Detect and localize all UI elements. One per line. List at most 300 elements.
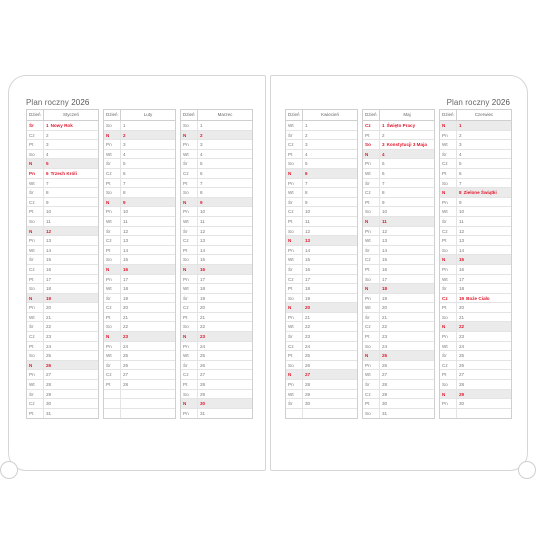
date-cell [457,284,511,293]
date-cell [380,370,434,379]
weekday-cell: Cz [286,207,303,216]
date-cell [198,380,252,389]
date-cell [303,255,357,264]
day-row [181,390,252,400]
date-cell [198,275,252,284]
weekday-cell: Pn [181,342,198,351]
date-number: 3 [305,142,308,148]
day-row [181,207,252,217]
date-number: 15 [459,257,465,263]
weekday-cell: Pn [363,361,380,370]
date-number: 22 [200,324,206,330]
day-row [181,380,252,390]
day-row [440,227,511,237]
date-cell [457,140,511,149]
date-cell [380,169,434,178]
date-number: 1 [305,123,308,128]
day-row [181,140,252,150]
day-row [181,169,252,179]
left-page [8,75,266,471]
weekday-cell: N [440,390,457,399]
date-cell [121,179,175,188]
weekday-cell: So [181,188,198,197]
weekday-cell: Wt [27,246,44,255]
weekday-cell: Wt [104,284,121,293]
weekday-cell: Pt [440,169,457,178]
day-column-header: Dzień [104,110,121,120]
planner-spread [8,75,528,471]
date-number: 6 [305,170,308,176]
date-cell [380,275,434,284]
weekday-cell: Pn [440,131,457,140]
date-cell [303,342,357,351]
date-cell [44,198,98,207]
weekday-cell: So [363,140,380,149]
date-cell [198,399,252,408]
day-row [286,188,357,198]
date-number: 23 [123,334,129,340]
day-row [286,255,357,265]
date-number: 21 [459,314,465,320]
date-cell [44,246,98,255]
date-number: 4 [200,151,203,157]
weekday-cell: Śr [27,188,44,197]
weekday-cell: So [27,150,44,159]
date-cell [457,207,511,216]
weekday-cell: Wt [286,390,303,399]
day-row [286,294,357,304]
weekday-cell: Wt [181,150,198,159]
date-cell [457,227,511,236]
day-row [286,207,357,217]
date-number: 1 [46,123,49,128]
weekday-cell: N [181,265,198,274]
date-number: 2 [123,132,126,138]
day-row [286,409,357,419]
date-cell [44,294,98,303]
date-cell [380,342,434,351]
date-number: 27 [305,372,311,378]
day-row [440,188,511,198]
date-cell [198,159,252,168]
weekday-cell: So [27,351,44,360]
weekday-cell: Śr [440,150,457,159]
date-cell [457,313,511,322]
date-cell [121,236,175,245]
date-number: 13 [200,238,206,244]
day-row [363,322,434,332]
weekday-cell: Pn [286,179,303,188]
date-number: 6 [459,170,462,176]
day-row [27,131,98,141]
date-number: 7 [46,180,49,186]
date-number: 1 [459,123,462,128]
weekday-cell [104,409,121,419]
day-row [181,236,252,246]
day-row [104,169,175,179]
day-row [363,370,434,380]
date-cell [303,265,357,274]
month-name: Kwiecień [320,112,339,117]
weekday-cell: Śr [363,313,380,322]
weekday-cell: So [440,246,457,255]
weekday-cell: Pt [286,284,303,293]
date-cell [303,399,357,408]
date-cell [303,303,357,312]
weekday-cell: Wt [286,255,303,264]
day-row [286,275,357,285]
date-number: 17 [200,276,206,282]
day-row [181,188,252,198]
date-cell [44,313,98,322]
weekday-cell: N [286,169,303,178]
date-number: 8 [200,190,203,196]
day-row [104,313,175,323]
day-row [104,227,175,237]
date-cell [44,399,98,408]
date-cell [44,227,98,236]
holiday-name: Święto Pracy [386,123,416,128]
weekday-cell: So [440,380,457,389]
date-cell [44,265,98,274]
date-number: 12 [382,228,388,234]
weekday-cell: Pn [27,303,44,312]
date-cell [380,255,434,264]
date-cell [303,284,357,293]
weekday-cell: So [286,294,303,303]
date-number: 20 [123,305,129,311]
weekday-cell: Cz [27,131,44,140]
weekday-cell: Śr [104,227,121,236]
date-number: 23 [200,334,206,340]
date-cell [198,131,252,140]
weekday-cell: Pt [181,246,198,255]
day-column-header: Dzień [27,110,44,120]
weekday-cell: Pt [286,351,303,360]
date-number: 3 [459,142,462,148]
weekday-cell: Pt [181,380,198,389]
weekday-cell: Pt [181,179,198,188]
date-cell [198,179,252,188]
day-row [181,255,252,265]
date-number: 7 [459,180,462,186]
weekday-cell: Śr [27,255,44,264]
date-cell [457,121,511,130]
day-row [363,275,434,285]
weekday-cell: Cz [181,370,198,379]
weekday-cell: Wt [440,275,457,284]
day-row [286,361,357,371]
date-number: 21 [123,314,129,320]
date-cell [457,332,511,341]
day-row [27,294,98,304]
date-cell [303,140,357,149]
date-cell [121,227,175,236]
date-number: 30 [382,401,388,407]
weekday-cell: Wt [104,217,121,226]
date-cell [198,198,252,207]
date-number: 8 [46,190,49,196]
date-cell [303,236,357,245]
weekday-cell: Cz [286,140,303,149]
weekday-cell: Pn [440,198,457,207]
date-cell [44,303,98,312]
date-number: 21 [200,314,206,320]
date-cell [303,217,357,226]
date-number: 2 [46,132,49,138]
date-cell [457,380,511,389]
date-cell [44,390,98,399]
weekday-cell [440,409,457,419]
date-number: 30 [200,401,206,407]
day-row [27,322,98,332]
date-number: 20 [46,305,52,311]
day-row [27,198,98,208]
weekday-cell: Śr [27,121,44,130]
day-row [104,188,175,198]
day-row [27,217,98,227]
date-number: 26 [123,362,129,368]
weekday-cell: N [363,217,380,226]
date-cell [44,351,98,360]
day-row [440,380,511,390]
day-row [104,255,175,265]
day-row [104,150,175,160]
date-cell [457,131,511,140]
weekday-cell: So [104,121,121,130]
date-cell [457,169,511,178]
date-number: 7 [123,180,126,186]
date-cell [380,409,434,419]
date-number: 1 [382,123,385,128]
corner-tab [0,461,18,479]
day-row [181,217,252,227]
day-row [27,188,98,198]
date-number: 14 [200,247,206,253]
weekday-cell: Pn [363,227,380,236]
date-cell [380,236,434,245]
date-cell [121,313,175,322]
date-number: 9 [305,199,308,205]
day-row [363,361,434,371]
day-row [104,342,175,352]
day-row [181,121,252,131]
date-cell [457,179,511,188]
day-row [181,322,252,332]
day-row [181,313,252,323]
date-cell [121,121,175,130]
weekday-cell: Pn [181,207,198,216]
weekday-cell: Cz [104,370,121,379]
day-row [104,361,175,371]
weekday-cell: Śr [181,361,198,370]
day-row [181,294,252,304]
date-cell [198,246,252,255]
date-cell [121,188,175,197]
date-cell [121,380,175,389]
day-row [363,399,434,409]
date-number: 3 [382,142,385,148]
weekday-cell: So [440,179,457,188]
date-number: 29 [46,391,52,397]
date-cell [44,284,98,293]
date-number: 12 [305,228,311,234]
date-number: 19 [123,295,129,301]
date-cell [198,265,252,274]
date-cell [198,390,252,399]
date-number: 29 [200,391,206,397]
weekday-cell: Śr [104,361,121,370]
date-cell [198,303,252,312]
date-number: 24 [382,343,388,349]
date-cell [457,370,511,379]
weekday-cell: Cz [27,265,44,274]
date-number: 16 [382,266,388,272]
date-number: 18 [200,286,206,292]
page-title [26,98,89,107]
month-table [362,109,435,419]
date-cell [121,131,175,140]
date-number: 28 [382,382,388,388]
day-row [363,332,434,342]
date-cell [380,390,434,399]
weekday-cell: Śr [286,131,303,140]
date-number: 22 [459,324,465,330]
date-cell [457,294,511,303]
date-cell [303,390,357,399]
date-number: 27 [200,372,206,378]
date-cell [380,179,434,188]
holiday-name: Boże Ciało [466,295,490,301]
date-number: 18 [46,286,52,292]
weekday-cell: Pn [104,275,121,284]
weekday-cell: Wt [440,207,457,216]
date-number: 18 [459,286,465,292]
date-cell [303,322,357,331]
weekday-cell: Wt [363,303,380,312]
date-number: 11 [459,218,464,224]
day-row [363,150,434,160]
weekday-cell: So [181,390,198,399]
date-number: 1 [200,123,203,128]
date-cell [198,332,252,341]
day-row [286,217,357,227]
date-number: 31 [200,410,206,416]
weekday-cell: Pn [440,265,457,274]
weekday-cell: Cz [181,236,198,245]
day-row [440,246,511,256]
weekday-cell: Pn [286,313,303,322]
date-number: 5 [305,161,308,167]
weekday-cell: Wt [27,313,44,322]
day-row [27,275,98,285]
weekday-cell: So [363,207,380,216]
day-row [363,351,434,361]
date-number: 27 [459,372,465,378]
day-row [286,131,357,141]
date-number: 11 [382,218,387,224]
day-row [104,179,175,189]
date-cell [198,121,252,130]
weekday-cell: N [27,294,44,303]
date-cell [380,361,434,370]
day-row [363,198,434,208]
day-row [104,198,175,208]
day-row [440,140,511,150]
day-row [440,217,511,227]
day-row [286,246,357,256]
day-row [286,332,357,342]
date-cell [121,351,175,360]
weekday-cell: Śr [286,332,303,341]
day-row [27,409,98,419]
weekday-cell: N [363,150,380,159]
date-number: 24 [305,343,311,349]
date-number: 6 [123,170,126,176]
date-number: 22 [305,324,311,330]
date-cell [198,409,252,419]
date-cell [457,409,511,419]
weekday-cell: So [363,409,380,419]
date-number: 20 [459,305,465,311]
date-cell [121,246,175,255]
date-number: 28 [46,382,52,388]
day-row [363,188,434,198]
date-cell [44,236,98,245]
day-row [286,198,357,208]
date-cell [303,159,357,168]
day-row [286,227,357,237]
date-number: 23 [305,334,311,340]
date-number: 25 [459,353,465,359]
month-name: Maj [403,112,411,117]
date-cell [457,322,511,331]
date-number: 2 [459,132,462,138]
day-row [440,322,511,332]
date-number: 19 [46,295,52,301]
date-cell [198,322,252,331]
day-row [27,380,98,390]
date-number: 10 [123,209,129,215]
weekday-cell: So [363,275,380,284]
day-row [440,332,511,342]
date-cell [121,361,175,370]
month-name: Czerwiec [474,112,494,117]
weekday-cell: So [181,255,198,264]
day-row [27,370,98,380]
day-row [181,370,252,380]
date-number: 8 [123,190,126,196]
date-number: 21 [46,314,52,320]
day-row [104,322,175,332]
title-year: 2026 [71,98,90,107]
day-row [363,342,434,352]
weekday-cell: Śr [440,284,457,293]
day-row [27,351,98,361]
date-cell [44,380,98,389]
weekday-cell: Śr [181,294,198,303]
date-cell [380,332,434,341]
day-row [181,198,252,208]
date-cell [457,265,511,274]
weekday-cell: N [363,284,380,293]
date-cell [198,207,252,216]
date-number: 1 [123,123,126,128]
date-cell [457,351,511,360]
date-number: 11 [123,218,128,224]
date-number: 2 [382,132,385,138]
date-number: 5 [46,161,49,167]
